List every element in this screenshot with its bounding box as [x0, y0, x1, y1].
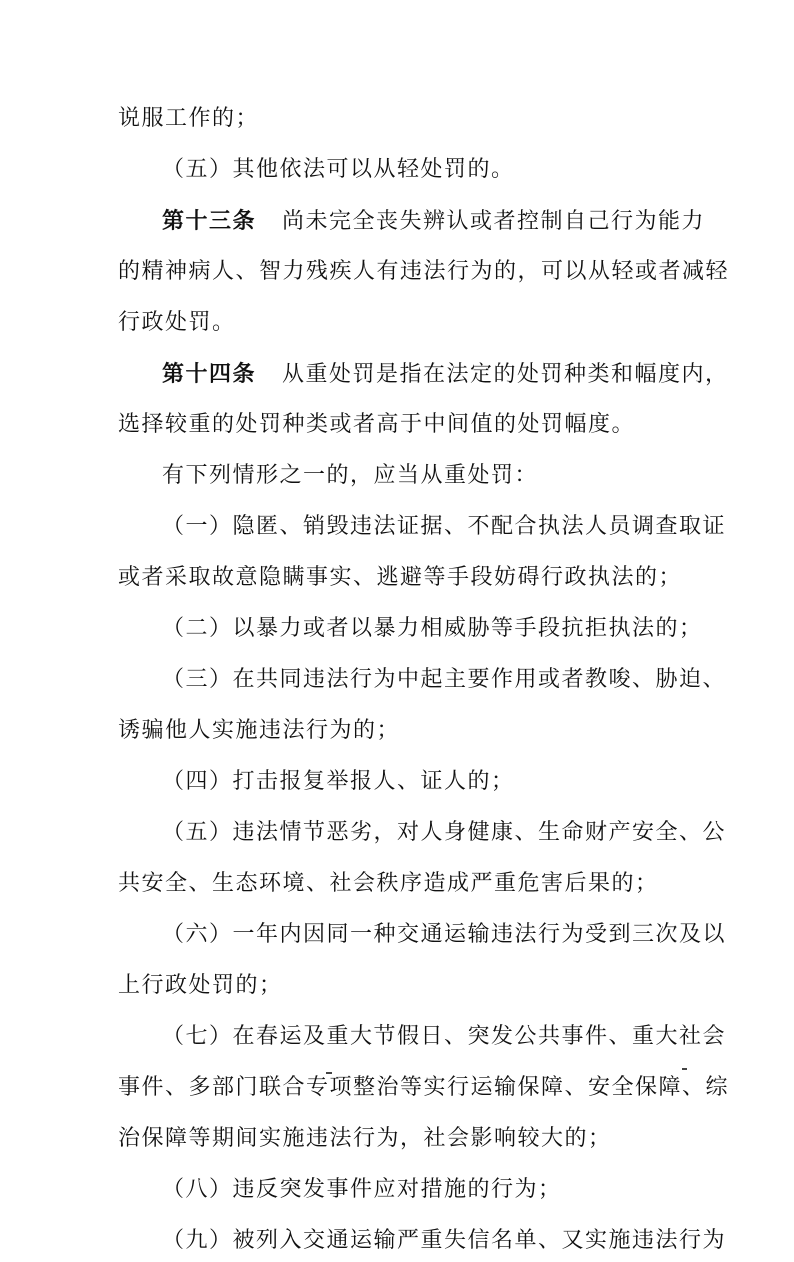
text-line [118, 1220, 727, 1262]
article-number: 第十四条 [162, 361, 257, 387]
text-line [118, 302, 678, 344]
line-text: （五）违法情节恶劣，对人身健康、生命财产安全、公 [162, 820, 727, 845]
text-line [118, 98, 678, 140]
line-text: （九）被列入交通运输严重失信名单、又实施违法行为 [162, 1228, 727, 1253]
line-text: 说服工作的； [118, 106, 260, 131]
text-line [118, 863, 678, 905]
line-text: 事件、多部门联合专项整治等实行运输保障、安全保障、综 [118, 1075, 730, 1100]
line-text: （三）在共同违法行为中起主要作用或者教唆、胁迫、 [162, 667, 727, 692]
text-line [118, 1016, 727, 1058]
text-line [118, 1118, 678, 1160]
document-body [118, 98, 730, 1262]
line-text: 共安全、生态环境、社会秩序造成严重危害后果的； [118, 871, 659, 896]
text-line [118, 812, 727, 854]
text-line [118, 914, 727, 956]
article-14-heading-line [118, 353, 729, 395]
scan-speck [682, 1068, 687, 1070]
text-line [118, 965, 678, 1007]
line-text: （四）打击报复举报人、证人的； [162, 769, 515, 794]
text-line [118, 710, 678, 752]
line-text: （八）违反突发事件应对措施的行为； [162, 1177, 562, 1202]
text-line [118, 1067, 730, 1109]
line-text: 上行政处罚的； [118, 973, 283, 998]
line-text: （七）在春运及重大节假日、突发公共事件、重大社会 [162, 1024, 727, 1049]
line-text: 尚未完全丧失辨认或者控制自己行为能力 [282, 209, 706, 234]
text-line [118, 557, 683, 599]
line-text: （二）以暴力或者以暴力相威胁等手段抗拒执法的； [162, 616, 703, 641]
text-line [118, 251, 730, 293]
text-line [118, 761, 678, 803]
line-text: （六）一年内因同一种交通运输违法行为受到三次及以 [162, 922, 727, 947]
line-text: 从重处罚是指在法定的处罚种类和幅度内， [282, 362, 729, 387]
line-text: 选择较重的处罚种类或者高于中间值的处罚幅度。 [118, 412, 636, 437]
line-text: 的精神病人、智力残疾人有违法行为的，可以从轻或者减轻 [118, 259, 730, 284]
line-text: （一）隐匿、销毁违法证据、不配合执法人员调查取证 [162, 514, 727, 539]
line-text: 诱骗他人实施违法行为的； [118, 718, 401, 743]
line-text: 行政处罚。 [118, 310, 236, 335]
text-line [118, 1169, 678, 1211]
line-text: （五）其他依法可以从轻处罚的。 [162, 157, 515, 182]
text-line [118, 608, 703, 650]
line-text: 治保障等期间实施违法行为，社会影响较大的； [118, 1126, 612, 1151]
text-line [118, 404, 678, 446]
text-line [118, 659, 727, 701]
line-text: 有下列情形之一的，应当从重处罚： [162, 463, 539, 488]
text-line [118, 455, 678, 497]
article-number: 第十三条 [162, 208, 257, 234]
line-text: 或者采取故意隐瞒事实、逃避等手段妨碍行政执法的； [118, 565, 683, 590]
text-line [118, 149, 678, 191]
text-line [118, 506, 727, 548]
scan-speck [326, 1072, 332, 1074]
article-13-heading-line [118, 200, 706, 242]
